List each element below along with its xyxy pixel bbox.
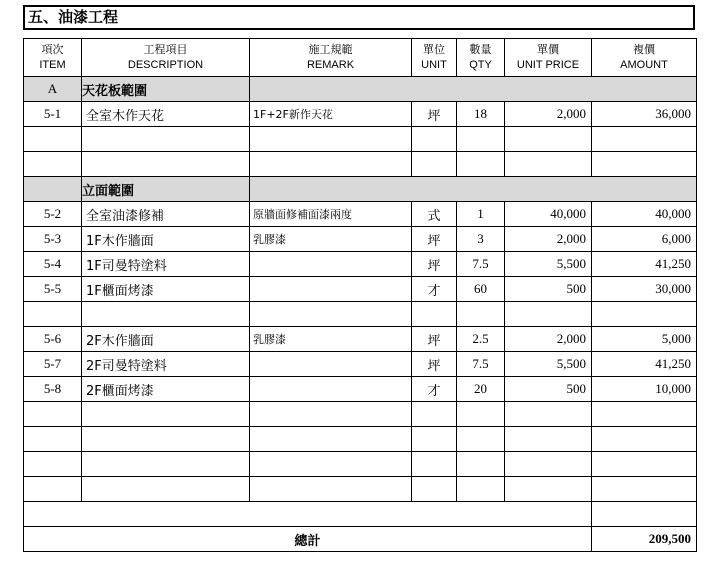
header-qty: 數量 QTY <box>457 39 505 77</box>
unit-price-cell: 500 <box>505 277 592 302</box>
qty-cell: 3 <box>457 227 505 252</box>
blank-cell <box>250 452 412 477</box>
qty-cell: 20 <box>457 377 505 402</box>
section-row <box>24 77 697 102</box>
blank-cell <box>505 427 592 452</box>
description-cell: 2F櫃面烤漆 <box>82 377 250 402</box>
blank-cell <box>457 127 505 152</box>
blank-cell <box>82 427 250 452</box>
header-item: 項次 ITEM <box>24 39 82 77</box>
blank-row <box>24 302 697 327</box>
remark-cell: 1F+2F新作天花 <box>250 102 412 127</box>
item-cell: 5-7 <box>24 352 82 377</box>
blank-cell <box>412 452 457 477</box>
blank-cell <box>82 402 250 427</box>
item-cell: 5-3 <box>24 227 82 252</box>
table-row <box>24 377 697 402</box>
item-cell: 5-2 <box>24 202 82 227</box>
unit-price-cell: 5,500 <box>505 252 592 277</box>
item-cell: A <box>24 77 82 102</box>
blank-cell <box>412 152 457 177</box>
blank-row <box>24 452 697 477</box>
remark-cell: 乳膠漆 <box>250 327 412 352</box>
blank-cell <box>457 402 505 427</box>
blank-cell <box>457 302 505 327</box>
blank-cell <box>505 402 592 427</box>
blank-cell <box>250 427 412 452</box>
item-cell <box>24 177 82 202</box>
blank-cell <box>592 127 697 152</box>
unit-cell: 坪 <box>412 227 457 252</box>
blank-cell <box>82 477 250 502</box>
blank-cell <box>457 152 505 177</box>
unit-price-cell: 2,000 <box>505 227 592 252</box>
qty-cell: 1 <box>457 202 505 227</box>
blank-cell <box>505 152 592 177</box>
item-cell: 5-5 <box>24 277 82 302</box>
blank-cell <box>82 127 250 152</box>
item-cell: 5-4 <box>24 252 82 277</box>
unit-price-cell: 5,500 <box>505 352 592 377</box>
blank-cell <box>592 152 697 177</box>
blank-cell <box>592 477 697 502</box>
table-body <box>24 77 697 552</box>
blank-cell <box>24 502 592 527</box>
unit-cell: 坪 <box>412 102 457 127</box>
blank-cell <box>457 452 505 477</box>
description-cell: 2F木作牆面 <box>82 327 250 352</box>
blank-cell <box>457 477 505 502</box>
blank-cell <box>592 502 697 527</box>
unit-price-cell: 2,000 <box>505 327 592 352</box>
blank-cell <box>592 452 697 477</box>
blank-cell <box>24 427 82 452</box>
amount-cell: 5,000 <box>592 327 697 352</box>
section-row <box>24 177 697 202</box>
blank-cell <box>24 477 82 502</box>
table-row <box>24 277 697 302</box>
header-description: 工程項目 DESCRIPTION <box>82 39 250 77</box>
blank-row <box>24 127 697 152</box>
blank-row <box>24 402 697 427</box>
qty-cell: 60 <box>457 277 505 302</box>
blank-row <box>24 502 697 527</box>
blank-cell <box>592 402 697 427</box>
item-cell: 5-1 <box>24 102 82 127</box>
blank-cell <box>505 477 592 502</box>
section-title: 五、油漆工程 <box>23 5 695 30</box>
table-row <box>24 227 697 252</box>
section-fill <box>250 77 697 102</box>
table-row <box>24 252 697 277</box>
total-amount: 209,500 <box>592 527 697 552</box>
blank-cell <box>412 427 457 452</box>
blank-cell <box>82 152 250 177</box>
item-cell: 5-8 <box>24 377 82 402</box>
header-remark: 施工規範 REMARK <box>250 39 412 77</box>
blank-cell <box>592 302 697 327</box>
total-row <box>24 527 697 552</box>
blank-cell <box>412 402 457 427</box>
blank-cell <box>250 302 412 327</box>
blank-row <box>24 152 697 177</box>
remark-cell <box>250 252 412 277</box>
description-cell: 全室油漆修補 <box>82 202 250 227</box>
blank-cell <box>592 427 697 452</box>
remark-cell: 原牆面修補面漆兩度 <box>250 202 412 227</box>
blank-cell <box>412 127 457 152</box>
amount-cell: 40,000 <box>592 202 697 227</box>
blank-cell <box>412 302 457 327</box>
blank-cell <box>250 402 412 427</box>
unit-cell: 坪 <box>412 352 457 377</box>
amount-cell: 10,000 <box>592 377 697 402</box>
blank-cell <box>24 302 82 327</box>
qty-cell: 7.5 <box>457 252 505 277</box>
blank-cell <box>250 477 412 502</box>
description-cell: 1F司曼特塗料 <box>82 252 250 277</box>
section-fill <box>250 177 697 202</box>
unit-price-cell: 40,000 <box>505 202 592 227</box>
section-label: 天花板範圍 <box>82 77 250 102</box>
blank-cell <box>250 152 412 177</box>
blank-row <box>24 427 697 452</box>
amount-cell: 30,000 <box>592 277 697 302</box>
amount-cell: 6,000 <box>592 227 697 252</box>
unit-price-cell: 500 <box>505 377 592 402</box>
unit-price-cell: 2,000 <box>505 102 592 127</box>
unit-cell: 式 <box>412 202 457 227</box>
table-row <box>24 102 697 127</box>
unit-cell: 坪 <box>412 327 457 352</box>
blank-cell <box>250 127 412 152</box>
remark-cell: 乳膠漆 <box>250 227 412 252</box>
section-label: 立面範圍 <box>82 177 250 202</box>
qty-cell: 2.5 <box>457 327 505 352</box>
blank-cell <box>24 152 82 177</box>
blank-cell <box>412 477 457 502</box>
remark-cell <box>250 277 412 302</box>
blank-cell <box>505 452 592 477</box>
unit-cell: 才 <box>412 377 457 402</box>
blank-row <box>24 477 697 502</box>
blank-cell <box>505 127 592 152</box>
header-unit: 單位 UNIT <box>412 39 457 77</box>
remark-cell <box>250 352 412 377</box>
description-cell: 1F木作牆面 <box>82 227 250 252</box>
blank-cell <box>82 302 250 327</box>
table-row <box>24 202 697 227</box>
unit-cell: 坪 <box>412 252 457 277</box>
blank-cell <box>24 402 82 427</box>
amount-cell: 36,000 <box>592 102 697 127</box>
header-row <box>24 39 697 77</box>
blank-cell <box>24 127 82 152</box>
table-row <box>24 327 697 352</box>
header-amount: 複價 AMOUNT <box>592 39 697 77</box>
description-cell: 全室木作天花 <box>82 102 250 127</box>
table-row <box>24 352 697 377</box>
blank-cell <box>24 452 82 477</box>
total-label: 總計 <box>24 527 592 552</box>
quotation-table <box>23 38 697 552</box>
description-cell: 1F櫃面烤漆 <box>82 277 250 302</box>
unit-cell: 才 <box>412 277 457 302</box>
header-unit-price: 單價 UNIT PRICE <box>505 39 592 77</box>
blank-cell <box>457 427 505 452</box>
blank-cell <box>505 302 592 327</box>
item-cell: 5-6 <box>24 327 82 352</box>
amount-cell: 41,250 <box>592 252 697 277</box>
remark-cell <box>250 377 412 402</box>
blank-cell <box>82 452 250 477</box>
amount-cell: 41,250 <box>592 352 697 377</box>
qty-cell: 7.5 <box>457 352 505 377</box>
qty-cell: 18 <box>457 102 505 127</box>
description-cell: 2F司曼特塗料 <box>82 352 250 377</box>
